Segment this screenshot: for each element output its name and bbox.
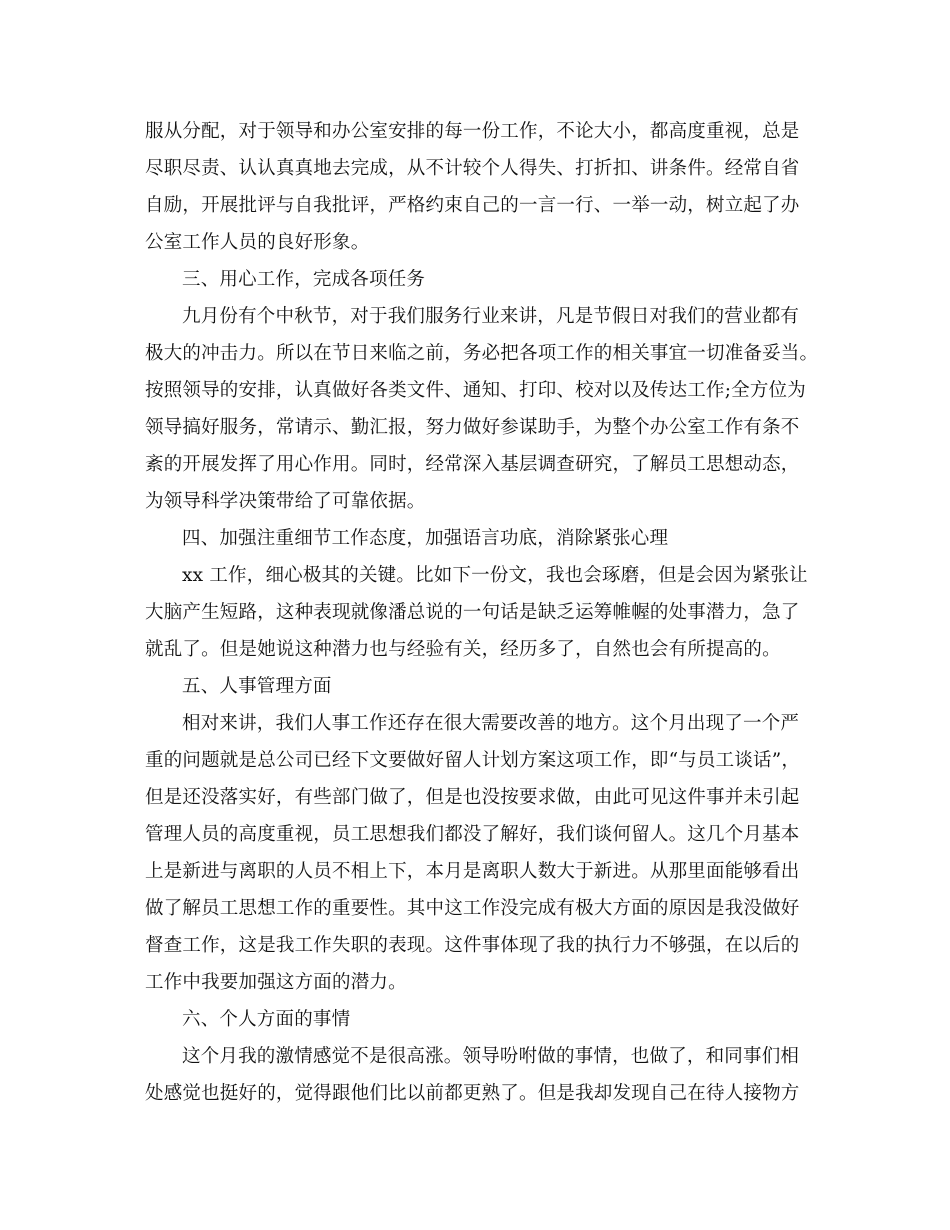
paragraph-line: 领导搞好服务，常请示、勤汇报，努力做好参谋助手，为整个办公室工作有条不	[145, 417, 800, 438]
paragraph-line: 尽职尽责、认认真真地去完成，从不计较个人得失、打折扣、讲条件。经常自省	[145, 158, 800, 179]
paragraph-line: 处感觉也挺好的，觉得跟他们比以前都更熟了。但是我却发现自己在待人接物方	[145, 1083, 800, 1104]
paragraph-line: 这个月我的激情感觉不是很高涨。领导吩咐做的事情，也做了，和同事们相	[182, 1046, 800, 1067]
paragraph-line: 但是还没落实好，有些部门做了，但是也没按要求做，由此可见这件事并未引起	[145, 787, 800, 808]
paragraph-line: 按照领导的安排，认真做好各类文件、通知、打印、校对以及传达工作;全方位为	[145, 380, 806, 401]
paragraph-line: 自励，开展批评与自我批评，严格约束自己的一言一行、一举一动，树立起了办	[145, 195, 800, 216]
paragraph-line: 九月份有个中秋节，对于我们服务行业来讲，凡是节假日对我们的营业都有	[182, 306, 800, 327]
paragraph-line: 重的问题就是总公司已经下文要做好留人计划方案这项工作，即“与员工谈话”，	[145, 750, 801, 771]
paragraph-line: xx 工作，细心极其的关键。比如下一份文，我也会琢磨，但是会因为紧张让	[182, 565, 808, 586]
section-heading: 四、加强注重细节工作态度，加强语言功底，消除紧张心理	[182, 528, 669, 549]
section-heading: 三、用心工作，完成各项任务	[182, 269, 426, 290]
paragraph-line: 公室工作人员的良好形象。	[145, 232, 370, 253]
paragraph-line: 督查工作，这是我工作失职的表现。这件事体现了我的执行力不够强，在以后的	[145, 935, 800, 956]
paragraph-line: 服从分配，对于领导和办公室安排的每一份工作，不论大小，都高度重视，总是	[145, 121, 800, 142]
section-heading: 六、个人方面的事情	[182, 1009, 351, 1030]
paragraph-line: 上是新进与离职的人员不相上下，本月是离职人数大于新进。从那里面能够看出	[145, 861, 800, 882]
paragraph-line: 相对来讲，我们人事工作还存在很大需要改善的地方。这个月出现了一个严	[182, 713, 800, 734]
paragraph-line: 就乱了。但是她说这种潜力也与经验有关，经历多了，自然也会有所提高的。	[145, 639, 781, 660]
paragraph-line: 工作中我要加强这方面的潜力。	[145, 972, 407, 993]
paragraph-line: 紊的开展发挥了用心作用。同时，经常深入基层调查研究，了解员工思想动态，	[145, 454, 800, 475]
section-heading: 五、人事管理方面	[182, 676, 332, 697]
paragraph-line: 大脑产生短路，这种表现就像潘总说的一句话是缺乏运筹帷幄的处事潜力，急了	[145, 602, 800, 623]
paragraph-line: 极大的冲击力。所以在节日来临之前，务必把各项工作的相关事宜一切准备妥当。	[145, 343, 819, 364]
paragraph-line: 为领导科学决策带给了可靠依据。	[145, 491, 426, 512]
paragraph-line: 做了解员工思想工作的重要性。其中这工作没完成有极大方面的原因是我没做好	[145, 898, 800, 919]
paragraph-line: 管理人员的高度重视，员工思想我们都没了解好，我们谈何留人。这几个月基本	[145, 824, 800, 845]
